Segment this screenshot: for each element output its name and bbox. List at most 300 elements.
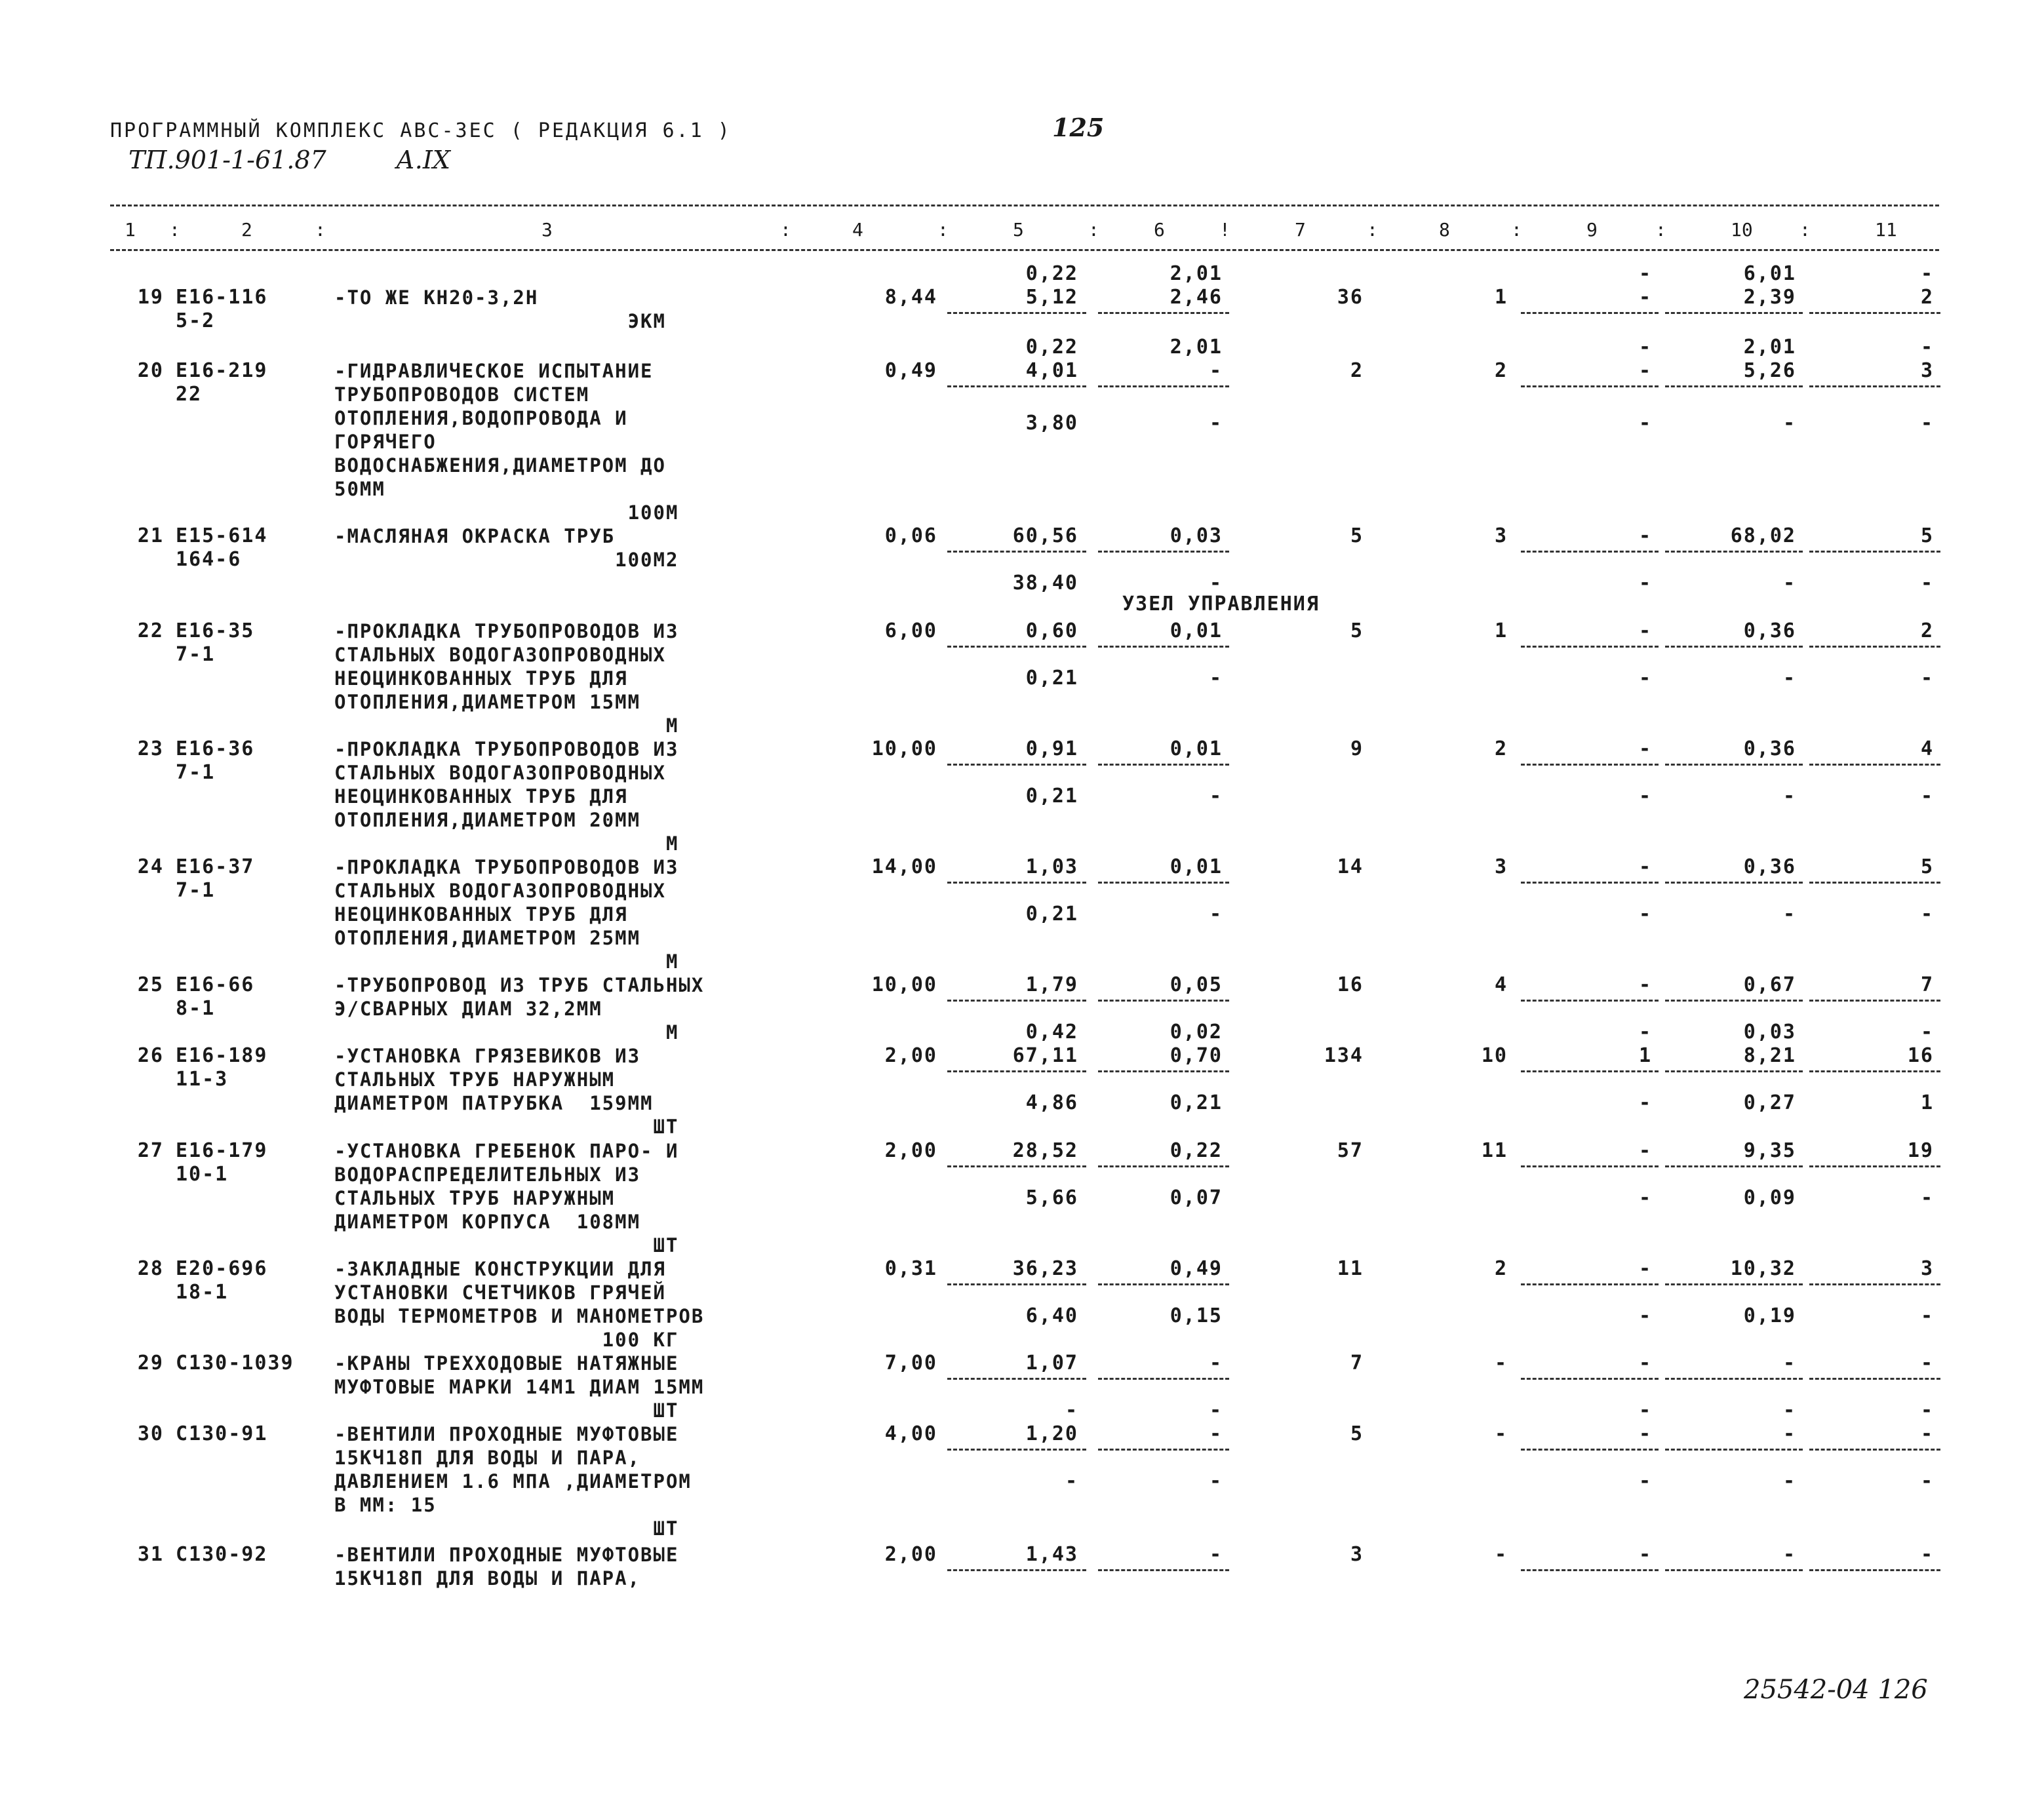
row-col6-sub: 0,15 <box>1169 1304 1223 1327</box>
row-description-line: -ТО ЖЕ КН20-3,2Н <box>334 286 539 309</box>
row-c10-rule <box>1665 1070 1803 1072</box>
column-number: : <box>1655 219 1666 241</box>
row-description-line: 15КЧ18П ДЛЯ ВОДЫ И ПАРА, <box>334 1447 641 1469</box>
row-c10-rule <box>1665 1283 1803 1285</box>
row-c10-main: 0,36 <box>1743 737 1796 760</box>
row-c11-sub: - <box>1920 1186 1934 1209</box>
row-col7: 9 <box>1350 737 1364 760</box>
row-description-line: ТРУБОПРОВОДОВ СИСТЕМ <box>334 383 590 406</box>
row-c10-rule <box>1665 1378 1803 1380</box>
row-col5-rule <box>947 1000 1086 1002</box>
row-description-line: -ВЕНТИЛИ ПРОХОДНЫЕ МУФТОВЫЕ <box>334 1544 679 1566</box>
row-c10-main: - <box>1782 1422 1796 1445</box>
row-col8: 2 <box>1494 359 1508 382</box>
row-description-line: -УСТАНОВКА ГРЕБЕНОК ПАРО- И <box>334 1140 679 1162</box>
row-col5-sub: 0,21 <box>1025 903 1078 926</box>
row-col6-rule <box>1098 1165 1229 1167</box>
row-description-line: 15КЧ18П ДЛЯ ВОДЫ И ПАРА, <box>334 1567 641 1590</box>
row-description-line: МУФТОВЫЕ МАРКИ 14М1 ДИАМ 15ММ <box>334 1376 705 1398</box>
row-c10-rule <box>1665 882 1803 884</box>
row-c9-rule <box>1521 551 1659 553</box>
row-c9-sub: - <box>1638 667 1652 690</box>
page-number: 125 <box>1052 113 1105 142</box>
column-number: 9 <box>1586 219 1598 241</box>
row-col6-rule <box>1098 1283 1229 1285</box>
row-description-line: ШТ <box>334 1517 679 1540</box>
row-quantity: 10,00 <box>871 973 937 996</box>
row-code-sub: 5-2 <box>176 309 216 332</box>
row-col5-sub: 4,86 <box>1025 1091 1078 1114</box>
row-quantity: 0,49 <box>884 359 937 382</box>
row-col8: - <box>1494 1543 1508 1566</box>
row-description-line: ДАВЛЕНИЕМ 1.6 МПА ,ДИАМЕТРОМ <box>334 1470 692 1493</box>
row-col5-rule <box>947 646 1086 648</box>
row-c11-extra: - <box>1920 412 1934 435</box>
row-description-line: М <box>334 1021 679 1044</box>
row-code: С130-92 <box>176 1543 268 1566</box>
row-col6-sub: - <box>1209 903 1223 926</box>
row-quantity: 8,44 <box>884 286 937 309</box>
row-col6-main: 0,05 <box>1169 973 1223 996</box>
row-c11-main: 4 <box>1920 737 1934 760</box>
row-col7: 134 <box>1324 1044 1364 1067</box>
column-number: 2 <box>241 219 252 241</box>
row-col5-main: 0,91 <box>1025 737 1078 760</box>
row-quantity: 2,00 <box>884 1139 937 1162</box>
row-c9-sub: - <box>1638 1186 1652 1209</box>
project-code: ТП.901-1-61.87 <box>128 146 326 174</box>
row-col6-rule <box>1098 882 1229 884</box>
row-c10-main: 68,02 <box>1730 524 1796 547</box>
row-col8: 3 <box>1494 524 1508 547</box>
row-description-line: М <box>334 714 679 737</box>
row-c9-main: - <box>1638 524 1652 547</box>
row-c9-rule <box>1521 1165 1659 1167</box>
row-col6-rule <box>1098 764 1229 766</box>
row-col5-main: 1,43 <box>1025 1543 1078 1566</box>
row-c11-main: 5 <box>1920 855 1934 878</box>
row-c9-rule <box>1521 1449 1659 1451</box>
row-col5-sub: 38,40 <box>1012 572 1078 595</box>
row-col5-rule <box>947 551 1086 553</box>
row-c10-sub: - <box>1782 903 1796 926</box>
album-label: А.IX <box>396 146 450 174</box>
row-description-line: -ЗАКЛАДНЫЕ КОНСТРУКЦИИ ДЛЯ <box>334 1258 666 1280</box>
row-number: 31 <box>137 1543 164 1566</box>
row-c11-sub: - <box>1920 572 1934 595</box>
row-description-line: НЕОЦИНКОВАННЫХ ТРУБ ДЛЯ <box>334 785 628 808</box>
row-col5-main: 5,12 <box>1025 286 1078 309</box>
row-c9-main: - <box>1638 286 1652 309</box>
row-c11-rule <box>1809 1070 1940 1072</box>
row-description-line: НЕОЦИНКОВАННЫХ ТРУБ ДЛЯ <box>334 667 628 690</box>
row-description-line: ОТОПЛЕНИЯ,ДИАМЕТРОМ 25ММ <box>334 927 641 949</box>
row-col8: - <box>1494 1422 1508 1445</box>
row-c11-main: 2 <box>1920 619 1934 642</box>
row-col6-top: 2,01 <box>1169 262 1223 285</box>
row-col5-rule <box>947 385 1086 387</box>
program-header: ПРОГРАММНЫЙ КОМПЛЕКС АВС-ЗЕС ( РЕДАКЦИЯ 6.1 ) <box>110 119 732 142</box>
row-description-line: 50ММ <box>334 478 385 500</box>
row-c9-rule <box>1521 1000 1659 1002</box>
row-description-line: -УСТАНОВКА ГРЯЗЕВИКОВ ИЗ <box>334 1045 641 1067</box>
row-col5-main: 0,60 <box>1025 619 1078 642</box>
row-c10-rule <box>1665 1000 1803 1002</box>
row-c11-rule <box>1809 1000 1940 1002</box>
row-code-sub: 10-1 <box>176 1163 229 1186</box>
row-col6-rule <box>1098 312 1229 314</box>
row-c10-main: - <box>1782 1543 1796 1566</box>
row-c10-sub: - <box>1782 667 1796 690</box>
row-c11-main: - <box>1920 1352 1934 1375</box>
column-number: 5 <box>1013 219 1024 241</box>
row-col5-rule <box>947 1569 1086 1571</box>
row-col5-rule <box>947 882 1086 884</box>
row-c10-top: 2,01 <box>1743 336 1796 359</box>
row-col6-main: 0,01 <box>1169 855 1223 878</box>
row-number: 29 <box>137 1352 164 1375</box>
row-c11-sub: - <box>1920 1304 1934 1327</box>
row-col7: 16 <box>1337 973 1364 996</box>
row-col6-rule <box>1098 385 1229 387</box>
row-description-line: -ГИДРАВЛИЧЕСКОЕ ИСПЫТАНИЕ <box>334 360 654 382</box>
row-c9-top: - <box>1638 336 1652 359</box>
row-c11-rule <box>1809 1569 1940 1571</box>
row-col8: 10 <box>1481 1044 1508 1067</box>
row-c9-main: - <box>1638 1139 1652 1162</box>
row-description-line: Э/СВАРНЫХ ДИАМ 32,2ММ <box>334 998 602 1020</box>
row-col6-rule <box>1098 1070 1229 1072</box>
row-c9-sub: - <box>1638 1399 1652 1422</box>
row-col6-main: 0,22 <box>1169 1139 1223 1162</box>
row-c11-rule <box>1809 1283 1940 1285</box>
row-description-line: 100 КГ <box>334 1329 679 1351</box>
row-col6-rule <box>1098 646 1229 648</box>
row-col5-extra: 3,80 <box>1025 412 1078 435</box>
row-col7: 2 <box>1350 359 1364 382</box>
row-col6-rule <box>1098 1000 1229 1002</box>
row-c9-rule <box>1521 646 1659 648</box>
row-code: Е16-116 <box>176 286 268 309</box>
row-c11-main: 2 <box>1920 286 1934 309</box>
row-col7: 5 <box>1350 524 1364 547</box>
row-col5-sub: - <box>1065 1470 1078 1493</box>
row-c9-rule <box>1521 1378 1659 1380</box>
row-code-sub: 18-1 <box>176 1281 229 1304</box>
row-quantity: 10,00 <box>871 737 937 760</box>
row-code-sub: 8-1 <box>176 997 216 1020</box>
row-col5-rule <box>947 1449 1086 1451</box>
row-col5-main: 4,01 <box>1025 359 1078 382</box>
row-c11-main: 3 <box>1920 359 1934 382</box>
column-number: 4 <box>852 219 863 241</box>
row-col8: 1 <box>1494 619 1508 642</box>
row-quantity: 4,00 <box>884 1422 937 1445</box>
row-description-line: ДИАМЕТРОМ КОРПУСА 108ММ <box>334 1211 641 1233</box>
row-description-line: ВОДОСНАБЖЕНИЯ,ДИАМЕТРОМ ДО <box>334 454 666 477</box>
column-number: 8 <box>1439 219 1450 241</box>
row-c10-extra: - <box>1782 412 1796 435</box>
column-number: : <box>1511 219 1522 241</box>
row-c11-sub: - <box>1920 903 1934 926</box>
row-c10-rule <box>1665 646 1803 648</box>
row-number: 25 <box>137 973 164 996</box>
row-col5-main: 1,79 <box>1025 973 1078 996</box>
row-col6-rule <box>1098 1378 1229 1380</box>
row-col5-sub: 6,40 <box>1025 1304 1078 1327</box>
row-col5-main: 36,23 <box>1012 1257 1078 1280</box>
row-c9-rule <box>1521 882 1659 884</box>
row-description-line: СТАЛЬНЫХ ВОДОГАЗОПРОВОДНЫХ <box>334 762 666 784</box>
row-code: С130-91 <box>176 1422 268 1445</box>
column-number: : <box>780 219 791 241</box>
row-c11-rule <box>1809 1449 1940 1451</box>
row-c10-rule <box>1665 385 1803 387</box>
row-col8: 2 <box>1494 1257 1508 1280</box>
row-c11-sub: - <box>1920 1470 1934 1493</box>
row-c9-sub: - <box>1638 785 1652 808</box>
row-col7: 5 <box>1350 619 1364 642</box>
row-code: Е16-179 <box>176 1139 268 1162</box>
row-c11-rule <box>1809 1378 1940 1380</box>
row-description-line: 100М2 <box>334 549 679 571</box>
row-col8: 3 <box>1494 855 1508 878</box>
row-code: Е16-219 <box>176 359 268 382</box>
row-c9-main: - <box>1638 359 1652 382</box>
row-description-line: УСТАНОВКИ СЧЕТЧИКОВ ГРЯЧЕЙ <box>334 1281 666 1304</box>
row-description-line: СТАЛЬНЫХ ТРУБ НАРУЖНЫМ <box>334 1068 616 1091</box>
row-code-sub: 22 <box>176 383 203 406</box>
row-number: 20 <box>137 359 164 382</box>
row-col5-rule <box>947 1070 1086 1072</box>
row-c10-rule <box>1665 764 1803 766</box>
row-col7: 5 <box>1350 1422 1364 1445</box>
row-col6-sub: 0,02 <box>1169 1021 1223 1044</box>
row-description-line: ВОДЫ ТЕРМОМЕТРОВ И МАНОМЕТРОВ <box>334 1305 705 1327</box>
row-number: 26 <box>137 1044 164 1067</box>
header-rule-bottom <box>110 249 1939 251</box>
row-c9-main: 1 <box>1638 1044 1652 1067</box>
row-col5-main: 28,52 <box>1012 1139 1078 1162</box>
row-col5-sub: 0,42 <box>1025 1021 1078 1044</box>
row-description-line: ГОРЯЧЕГО <box>334 431 437 453</box>
row-number: 19 <box>137 286 164 309</box>
row-col6-sub: 0,07 <box>1169 1186 1223 1209</box>
column-number: : <box>169 219 180 241</box>
row-c9-sub: - <box>1638 1021 1652 1044</box>
row-quantity: 14,00 <box>871 855 937 878</box>
row-quantity: 0,31 <box>884 1257 937 1280</box>
row-c9-main: - <box>1638 855 1652 878</box>
row-description-line: СТАЛЬНЫХ ВОДОГАЗОПРОВОДНЫХ <box>334 644 666 666</box>
row-code: Е16-66 <box>176 973 255 996</box>
row-c10-main: 8,21 <box>1743 1044 1796 1067</box>
column-number: 10 <box>1731 219 1753 241</box>
row-code-sub: 7-1 <box>176 761 216 784</box>
row-c10-rule <box>1665 1569 1803 1571</box>
row-c10-main: 0,67 <box>1743 973 1796 996</box>
row-col5-rule <box>947 1165 1086 1167</box>
row-col6-main: 0,70 <box>1169 1044 1223 1067</box>
row-col6-top: 2,01 <box>1169 336 1223 359</box>
row-description-line: -ПРОКЛАДКА ТРУБОПРОВОДОВ ИЗ <box>334 620 679 642</box>
row-col5-rule <box>947 1378 1086 1380</box>
row-col6-sub: - <box>1209 785 1223 808</box>
row-description-line: НЕОЦИНКОВАННЫХ ТРУБ ДЛЯ <box>334 903 628 926</box>
column-number: 3 <box>541 219 553 241</box>
row-col5-top: 0,22 <box>1025 336 1078 359</box>
row-c11-top: - <box>1920 336 1934 359</box>
row-description-line: -МАСЛЯНАЯ ОКРАСКА ТРУБ <box>334 525 616 547</box>
row-code: Е16-36 <box>176 737 255 760</box>
row-c11-sub: 1 <box>1920 1091 1934 1114</box>
row-c11-rule <box>1809 882 1940 884</box>
row-c11-top: - <box>1920 262 1934 285</box>
row-description-line: ОТОПЛЕНИЯ,ДИАМЕТРОМ 15ММ <box>334 691 641 713</box>
row-c11-sub: - <box>1920 1021 1934 1044</box>
row-col6-rule <box>1098 551 1229 553</box>
row-col8: 2 <box>1494 737 1508 760</box>
row-c10-rule <box>1665 312 1803 314</box>
row-col5-rule <box>947 312 1086 314</box>
row-description-line: М <box>334 950 679 973</box>
row-c11-rule <box>1809 385 1940 387</box>
row-c11-rule <box>1809 312 1940 314</box>
row-c11-sub: - <box>1920 785 1934 808</box>
row-c9-rule <box>1521 1569 1659 1571</box>
row-code: Е16-189 <box>176 1044 268 1067</box>
row-description-line: ДИАМЕТРОМ ПАТРУБКА 159ММ <box>334 1092 654 1114</box>
row-col6-main: - <box>1209 1422 1223 1445</box>
row-col5-rule <box>947 1283 1086 1285</box>
row-col6-rule <box>1098 1449 1229 1451</box>
row-c10-main: 10,32 <box>1730 1257 1796 1280</box>
column-number: ! <box>1219 219 1230 241</box>
row-number: 23 <box>137 737 164 760</box>
row-col5-sub: 0,21 <box>1025 667 1078 690</box>
row-c10-sub: - <box>1782 785 1796 808</box>
row-description-line: ВОДОРАСПРЕДЕЛИТЕЛЬНЫХ ИЗ <box>334 1163 641 1186</box>
row-c11-main: 7 <box>1920 973 1934 996</box>
row-description-line: СТАЛЬНЫХ ТРУБ НАРУЖНЫМ <box>334 1187 616 1209</box>
row-col6-main: 2,46 <box>1169 286 1223 309</box>
row-c11-main: 5 <box>1920 524 1934 547</box>
row-c9-top: - <box>1638 262 1652 285</box>
column-number: : <box>1088 219 1099 241</box>
row-description-line: -ПРОКЛАДКА ТРУБОПРОВОДОВ ИЗ <box>334 856 679 878</box>
row-c9-rule <box>1521 385 1659 387</box>
row-c11-sub: - <box>1920 667 1934 690</box>
row-description-line: ЭКМ <box>334 310 666 332</box>
row-number: 27 <box>137 1139 164 1162</box>
row-col6-sub: - <box>1209 667 1223 690</box>
column-number: 7 <box>1295 219 1306 241</box>
row-quantity: 6,00 <box>884 619 937 642</box>
row-col8: - <box>1494 1352 1508 1375</box>
row-c9-extra: - <box>1638 412 1652 435</box>
row-code: Е16-37 <box>176 855 255 878</box>
column-number: 1 <box>125 219 136 241</box>
row-description-line: ШТ <box>334 1234 679 1257</box>
row-c11-main: - <box>1920 1543 1934 1566</box>
row-number: 28 <box>137 1257 164 1280</box>
column-number: : <box>937 219 949 241</box>
row-col5-sub: - <box>1065 1399 1078 1422</box>
row-col7: 11 <box>1337 1257 1364 1280</box>
row-col8: 1 <box>1494 286 1508 309</box>
row-c9-rule <box>1521 764 1659 766</box>
row-c10-top: 6,01 <box>1743 262 1796 285</box>
row-description-line: В ММ: 15 <box>334 1494 437 1516</box>
column-number: 11 <box>1875 219 1897 241</box>
row-c10-main: - <box>1782 1352 1796 1375</box>
row-col5-main: 1,20 <box>1025 1422 1078 1445</box>
row-c11-main: 16 <box>1907 1044 1934 1067</box>
column-number: 6 <box>1154 219 1165 241</box>
row-c11-rule <box>1809 646 1940 648</box>
row-c11-main: 3 <box>1920 1257 1934 1280</box>
row-c10-sub: - <box>1782 1399 1796 1422</box>
row-col6-sub: - <box>1209 572 1223 595</box>
row-c9-sub: - <box>1638 1470 1652 1493</box>
row-c9-main: - <box>1638 1352 1652 1375</box>
row-c10-rule <box>1665 1449 1803 1451</box>
row-c10-main: 0,36 <box>1743 619 1796 642</box>
row-col5-main: 1,07 <box>1025 1352 1078 1375</box>
row-c11-main: 19 <box>1907 1139 1934 1162</box>
row-code-sub: 164-6 <box>176 548 242 571</box>
row-code: Е20-696 <box>176 1257 268 1280</box>
row-col7: 57 <box>1337 1139 1364 1162</box>
row-c9-sub: - <box>1638 903 1652 926</box>
row-c10-sub: 0,09 <box>1743 1186 1796 1209</box>
row-c10-sub: - <box>1782 1470 1796 1493</box>
column-number: : <box>315 219 326 241</box>
row-code: С130-1039 <box>176 1352 294 1375</box>
row-col6-sub: - <box>1209 1399 1223 1422</box>
row-c9-main: - <box>1638 619 1652 642</box>
row-col7: 7 <box>1350 1352 1364 1375</box>
row-col6-sub: 0,21 <box>1169 1091 1223 1114</box>
row-c10-sub: - <box>1782 572 1796 595</box>
row-c11-rule <box>1809 764 1940 766</box>
row-code: Е15-614 <box>176 524 268 547</box>
row-c9-sub: - <box>1638 1091 1652 1114</box>
row-c10-rule <box>1665 551 1803 553</box>
row-number: 21 <box>137 524 164 547</box>
header-rule-top <box>110 205 1939 206</box>
row-col6-main: 0,03 <box>1169 524 1223 547</box>
row-c10-rule <box>1665 1165 1803 1167</box>
row-col6-main: 0,49 <box>1169 1257 1223 1280</box>
row-quantity: 0,06 <box>884 524 937 547</box>
row-c9-rule <box>1521 1283 1659 1285</box>
row-number: 24 <box>137 855 164 878</box>
row-c11-main: - <box>1920 1422 1934 1445</box>
row-c10-main: 9,35 <box>1743 1139 1796 1162</box>
row-number: 30 <box>137 1422 164 1445</box>
row-description-line: СТАЛЬНЫХ ВОДОГАЗОПРОВОДНЫХ <box>334 880 666 902</box>
row-description-line: ШТ <box>334 1116 679 1138</box>
row-code-sub: 7-1 <box>176 643 216 666</box>
row-col6-main: - <box>1209 1352 1223 1375</box>
row-description-line: ОТОПЛЕНИЯ,ДИАМЕТРОМ 20ММ <box>334 809 641 831</box>
row-col6-main: 0,01 <box>1169 619 1223 642</box>
row-c10-main: 0,36 <box>1743 855 1796 878</box>
row-col7: 36 <box>1337 286 1364 309</box>
row-description-line: ОТОПЛЕНИЯ,ВОДОПРОВОДА И <box>334 407 628 429</box>
column-number: : <box>1799 219 1811 241</box>
